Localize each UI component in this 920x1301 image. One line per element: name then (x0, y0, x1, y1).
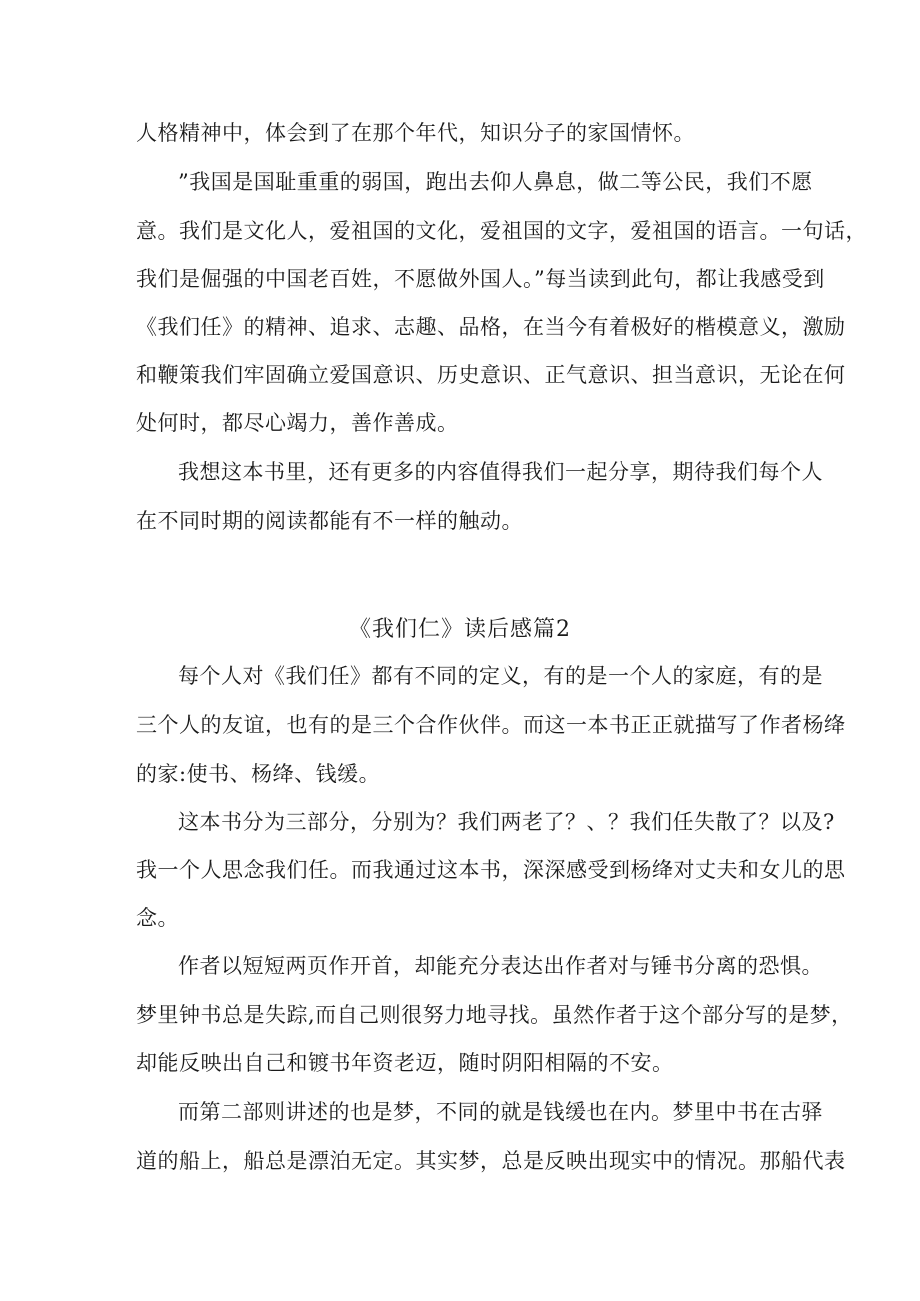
section-heading: 《我们仁》读后感篇2 (349, 617, 571, 642)
text-line: 作者以短短两页作开首，却能充分表达出作者对与锤书分离的恐惧。 (178, 954, 823, 978)
text-line: 意。我们是文化人，爱祖国的文化，爱祖国的文字，爱祖国的语言。一句话， (136, 219, 867, 243)
text-line: 梦里钟书总是失踪,而自己则很努力地寻找。虽然作者于这个部分写的是梦， (136, 1003, 853, 1027)
text-line: 和鞭策我们牢固确立爱国意识、历史意识、正气意识、担当意识，无论在何 (136, 363, 846, 387)
text-line: 在不同时期的阅读都能有不一样的触动。 (136, 509, 523, 533)
text-line: 我一个人思念我们任。而我通过这本书，深深感受到杨绛对丈夫和女儿的思 (136, 858, 846, 882)
text-line: 我想这本书里，还有更多的内容值得我们一起分享，期待我们每个人 (178, 460, 823, 484)
text-line: 而第二部则讲述的也是梦，不同的就是钱缓也在内。梦里中书在古驿 (178, 1100, 823, 1124)
text-line: 却能反映出自己和镀书年资老迈，随时阴阳相隔的不安。 (136, 1051, 674, 1075)
text-line: 三个人的友谊，也有的是三个合作伙伴。而这一本书正正就描写了作者杨绛 (136, 713, 846, 737)
text-line: 的家:使书、杨绛、钱缓。 (136, 762, 381, 786)
text-line: 每个人对《我们任》都有不同的定义，有的是一个人的家庭，有的是 (178, 664, 823, 688)
text-line: 人格精神中，体会到了在那个年代，知识分子的家国情怀。 (136, 121, 695, 145)
text-line: 我们是倔强的中国老百姓，不愿做外国人。”每当读到此句，都让我感受到 (136, 267, 825, 291)
text-line: 这本书分为三部分，分别为？我们两老了？、？我们任失散了？以及? (178, 810, 835, 834)
text-line: 《我们任》的精神、追求、志趣、品格，在当今有着极好的楷模意义，激励 (136, 315, 846, 339)
text-line: ”我国是国耻重重的弱国，跑出去仰人鼻息，做二等公民，我们不愿 (178, 170, 813, 194)
text-line: 处何时，都尽心竭力，善作善成。 (136, 411, 459, 435)
text-line: 念。 (136, 906, 179, 930)
text-line: 道的船上，船总是漂泊无定。其实梦，总是反映出现实中的情况。那船代表 (136, 1149, 846, 1173)
